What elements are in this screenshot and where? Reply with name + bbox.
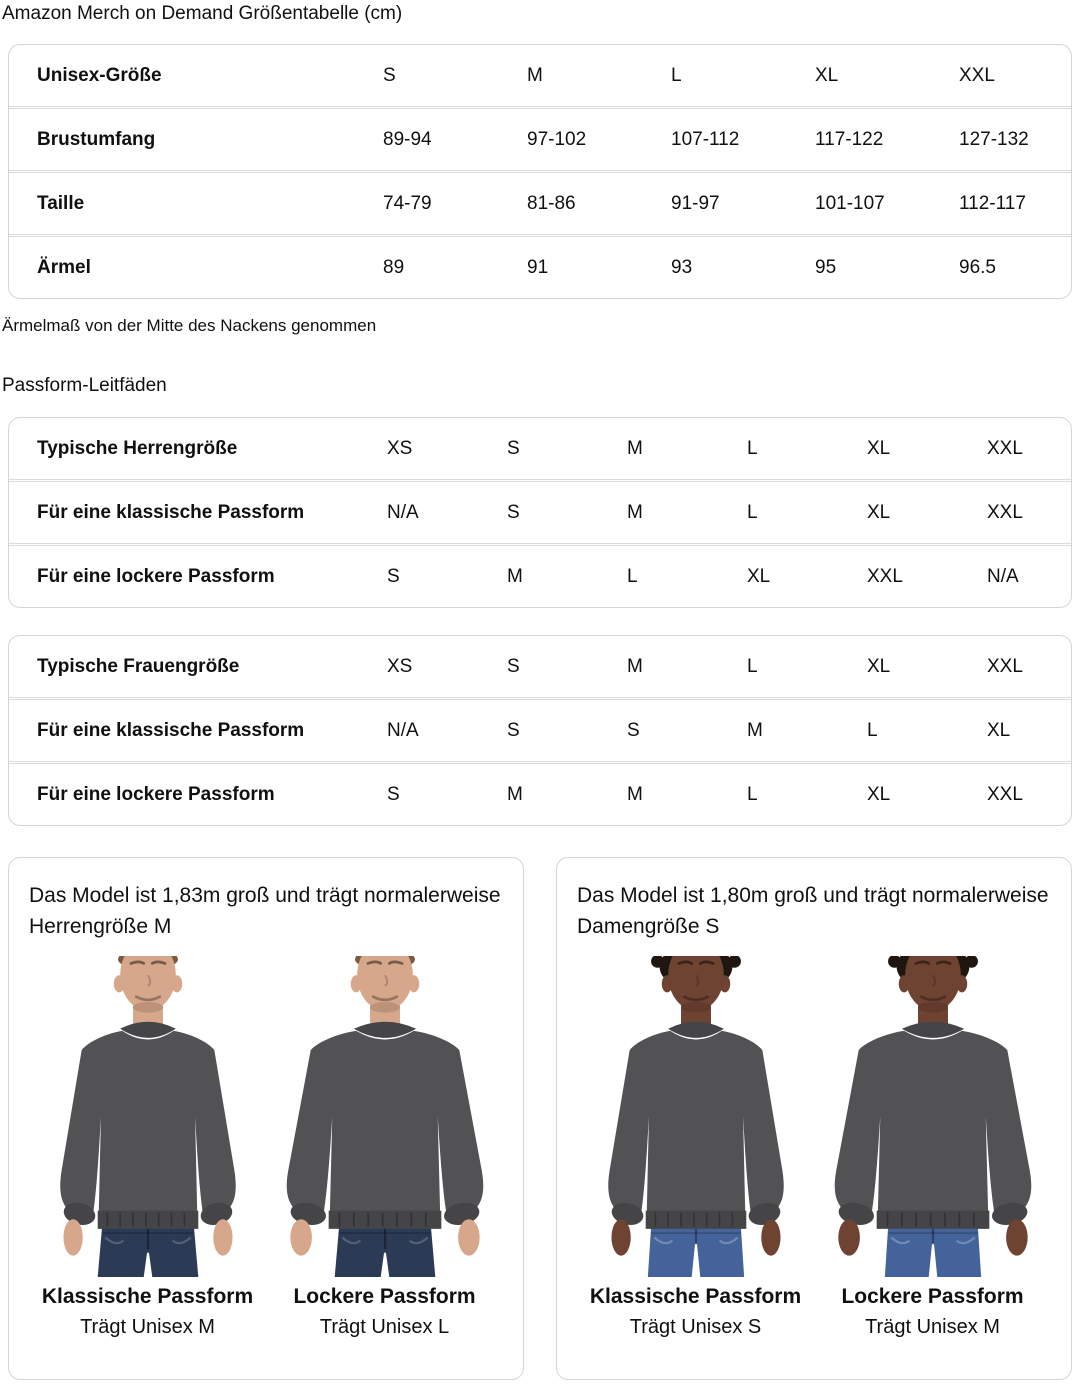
women-model-card	[556, 857, 1072, 1380]
size-caption: Trägt Unisex M	[80, 1316, 215, 1338]
row-label: Typische Herrengröße	[37, 437, 238, 459]
table-cell: L	[747, 783, 758, 805]
size-caption: Trägt Unisex L	[319, 1316, 450, 1338]
jeans	[647, 1228, 743, 1277]
unisex-size-table	[8, 44, 1072, 299]
table-cell: 117-122	[815, 128, 884, 150]
row-label: Für eine lockere Passform	[37, 783, 275, 805]
table-cell: L	[867, 719, 878, 741]
table-cell: XXL	[867, 565, 903, 587]
table-cell: 89	[383, 256, 405, 278]
sweatshirt	[834, 1022, 1031, 1256]
page-title: Amazon Merch on Demand Größentabelle (cm)	[2, 3, 403, 24]
table-row	[9, 237, 1071, 298]
men-model-card	[8, 857, 524, 1380]
fit-caption: Klassische Passform	[589, 1285, 802, 1308]
table-cell: XXL	[987, 501, 1023, 523]
table-cell: M	[627, 783, 643, 805]
head	[113, 956, 181, 1031]
fit-caption: Lockere Passform	[841, 1285, 1024, 1308]
model-card-intro: Das Model ist 1,80m groß und trägt normalerweise Damengröße S	[577, 884, 1049, 938]
row-label: Taille	[37, 192, 85, 214]
table-row	[9, 546, 1071, 607]
model-figure-loose-fit	[814, 956, 1051, 1339]
table-cell: XXL	[987, 437, 1023, 459]
men-fit-table	[8, 417, 1072, 608]
sweatshirt	[60, 1022, 235, 1256]
table-cell: N/A	[387, 501, 419, 523]
table-cell: 74-79	[383, 192, 432, 214]
table-cell: XXL	[987, 783, 1023, 805]
model-photo	[589, 956, 803, 1277]
table-cell: 91-97	[671, 192, 720, 214]
table-cell: S	[387, 783, 400, 805]
table-cell: M	[747, 719, 763, 741]
table-row	[9, 109, 1071, 170]
table-row	[9, 482, 1071, 543]
head	[888, 956, 978, 1031]
table-cell: M	[507, 565, 523, 587]
table-cell: M	[627, 501, 643, 523]
row-label: Typische Frauengröße	[37, 655, 240, 677]
model-photo	[41, 956, 255, 1277]
table-cell: 112-117	[959, 192, 1026, 214]
model-figure-loose-fit	[266, 956, 503, 1339]
size-header-cell: XL	[815, 64, 839, 86]
figures-row	[577, 956, 1051, 1339]
table-cell: 107-112	[671, 128, 740, 150]
model-figure-classic-fit	[29, 956, 266, 1339]
table-cell: S	[507, 719, 520, 741]
table-cell: M	[507, 783, 523, 805]
table-cell: 93	[671, 256, 693, 278]
table-cell: S	[627, 719, 640, 741]
table-cell: L	[747, 437, 758, 459]
table-cell: 97-102	[527, 128, 587, 150]
table-cell: XL	[867, 783, 891, 805]
size-caption: Trägt Unisex M	[865, 1316, 1000, 1338]
sweatshirt	[608, 1022, 783, 1256]
model-cards-row	[8, 857, 1072, 1380]
table-cell: 101-107	[815, 192, 885, 214]
size-caption: Trägt Unisex S	[629, 1316, 762, 1338]
women-fit-table	[8, 635, 1072, 826]
table-cell: XXL	[987, 655, 1023, 677]
table-cell: XS	[387, 437, 413, 459]
fit-caption: Klassische Passform	[41, 1285, 254, 1308]
table-cell: XS	[387, 655, 413, 677]
fit-caption: Lockere Passform	[293, 1285, 476, 1308]
table-cell: S	[507, 501, 520, 523]
table-cell: 89-94	[383, 128, 432, 150]
row-label: Brustumfang	[37, 128, 156, 150]
sweatshirt	[286, 1022, 483, 1256]
figures-row	[29, 956, 503, 1339]
jeans	[97, 1228, 198, 1277]
model-photo	[826, 956, 1040, 1277]
size-header-cell: M	[527, 64, 543, 86]
table-cell: M	[627, 655, 643, 677]
table-cell: S	[507, 437, 520, 459]
row-label: Ärmel	[37, 256, 91, 278]
fit-guides-heading: Passform-Leitfäden	[2, 375, 167, 396]
table-cell: S	[507, 655, 520, 677]
row-label: Für eine klassische Passform	[37, 501, 305, 523]
jeans	[334, 1228, 435, 1277]
size-header-cell: XXL	[959, 64, 995, 86]
table-row	[9, 173, 1071, 234]
table-cell: S	[387, 565, 400, 587]
table-cell: XL	[867, 437, 891, 459]
table-row	[9, 700, 1071, 761]
table-cell: L	[747, 501, 758, 523]
table-cell: XL	[987, 719, 1011, 741]
size-header-cell: S	[383, 64, 396, 86]
table-cell: L	[747, 655, 758, 677]
table-cell: XL	[867, 501, 891, 523]
size-header-cell: L	[671, 64, 682, 86]
table-cell: M	[627, 437, 643, 459]
jeans	[884, 1228, 980, 1277]
model-figure-classic-fit	[577, 956, 814, 1339]
table-row	[9, 764, 1071, 825]
table-row	[9, 636, 1071, 697]
sleeve-measure-footnote: Ärmelmaß von der Mitte des Nackens genommen	[2, 316, 377, 335]
table-cell: N/A	[987, 565, 1019, 587]
row-label: Unisex-Größe	[37, 64, 162, 86]
table-row	[9, 418, 1071, 479]
head	[651, 956, 741, 1031]
table-cell: XL	[867, 655, 891, 677]
table-cell: 95	[815, 256, 837, 278]
model-card-intro: Das Model ist 1,83m groß und trägt normalerweise Herrengröße M	[29, 884, 501, 938]
row-label: Für eine lockere Passform	[37, 565, 275, 587]
table-cell: 91	[527, 256, 549, 278]
table-header-row	[9, 45, 1071, 106]
table-cell: XL	[747, 565, 771, 587]
table-cell: 81-86	[527, 192, 576, 214]
table-cell: L	[627, 565, 638, 587]
head	[350, 956, 418, 1031]
row-label: Für eine klassische Passform	[37, 719, 305, 741]
model-photo	[278, 956, 492, 1277]
table-cell: 96.5	[959, 256, 996, 278]
table-cell: N/A	[387, 719, 419, 741]
table-cell: 127-132	[959, 128, 1029, 150]
